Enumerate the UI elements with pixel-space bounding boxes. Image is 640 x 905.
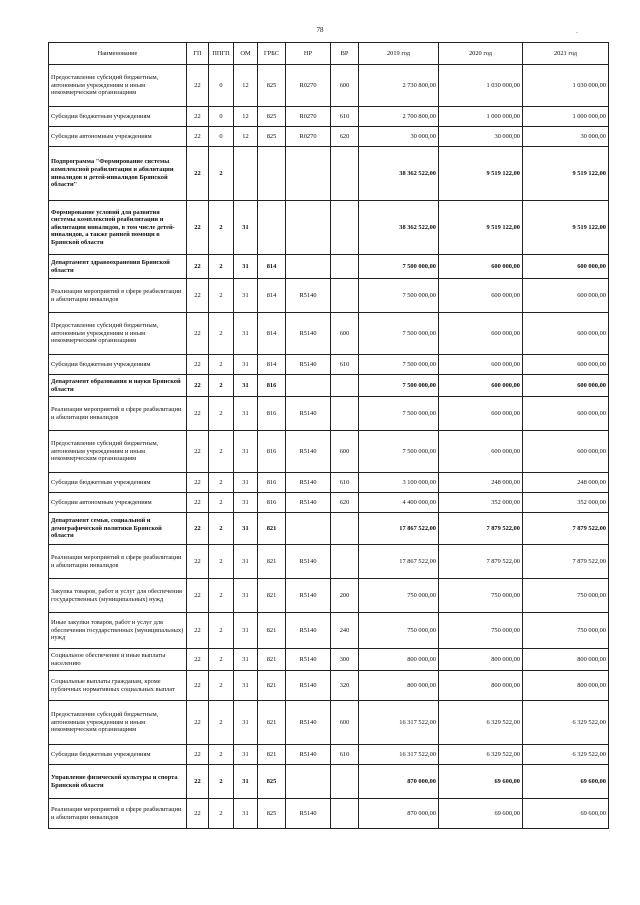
table-cell-2019: 800 000,00	[359, 649, 439, 671]
table-cell-gp: 22	[187, 493, 209, 513]
table-cell-name: Реализация мероприятий в сфере реабилитации и абилитации инвалидов	[49, 545, 187, 579]
table-cell-grbs: 821	[258, 701, 286, 745]
table-cell-om: 12	[234, 127, 258, 147]
table-cell-grbs: 821	[258, 649, 286, 671]
table-cell-name: Субсидии автономным учреждениям	[49, 127, 187, 147]
table-cell-2019: 7 500 000,00	[359, 397, 439, 431]
table-cell-2020: 69 600,00	[439, 799, 523, 829]
table-cell-ppgp: 2	[209, 613, 234, 649]
table-cell-np: R5140	[286, 701, 331, 745]
table-cell-2019: 7 500 000,00	[359, 255, 439, 279]
table-cell-vr: 620	[331, 493, 359, 513]
table-cell-gp: 22	[187, 279, 209, 313]
table-cell-2021: 352 000,00	[523, 493, 609, 513]
table-cell-2019: 17 867 522,00	[359, 545, 439, 579]
table-cell-ppgp: 2	[209, 671, 234, 701]
table-cell-2019: 870 000,00	[359, 765, 439, 799]
table-cell-np: R0270	[286, 127, 331, 147]
table-cell-grbs: 825	[258, 127, 286, 147]
table-cell-2019: 800 000,00	[359, 671, 439, 701]
table-cell-grbs: 814	[258, 313, 286, 355]
table-cell-2020: 6 329 522,00	[439, 701, 523, 745]
table-row	[49, 65, 609, 107]
table-cell-np: R5140	[286, 355, 331, 375]
table-row	[49, 313, 609, 355]
table-cell-ppgp: 2	[209, 493, 234, 513]
table-cell-name: Департамент семьи, социальной и демографической политики Брянской области	[49, 513, 187, 545]
table-cell-vr	[331, 255, 359, 279]
table-cell-ppgp: 2	[209, 431, 234, 473]
table-cell-grbs: 814	[258, 255, 286, 279]
table-cell-np	[286, 375, 331, 397]
table-cell-vr	[331, 545, 359, 579]
table-cell-vr	[331, 513, 359, 545]
table-cell-name: Предоставление субсидий бюджетным, автономным учреждениям и иным некоммерческим организациям	[49, 431, 187, 473]
table-cell-np: R0270	[286, 107, 331, 127]
table-cell-2021: 750 000,00	[523, 579, 609, 613]
table-cell-2021: 600 000,00	[523, 313, 609, 355]
table-cell-ppgp: 2	[209, 649, 234, 671]
table-cell-name: Департамент здравоохранения Брянской области	[49, 255, 187, 279]
table-cell-2021: 1 030 000,00	[523, 65, 609, 107]
table-cell-2021: 800 000,00	[523, 649, 609, 671]
table-cell-gp: 22	[187, 545, 209, 579]
table-cell-np	[286, 201, 331, 255]
table-row	[49, 671, 609, 701]
header-2021: 2021 год	[523, 43, 609, 65]
table-cell-np: R5140	[286, 545, 331, 579]
table-cell-gp: 22	[187, 147, 209, 201]
table-row	[49, 355, 609, 375]
table-cell-2021: 30 000,00	[523, 127, 609, 147]
table-cell-name: Реализация мероприятий в сфере реабилитации и абилитации инвалидов	[49, 279, 187, 313]
table-cell-om: 31	[234, 255, 258, 279]
header-gp: ГП	[187, 43, 209, 65]
table-cell-2019: 16 317 522,00	[359, 701, 439, 745]
table-cell-om: 31	[234, 671, 258, 701]
table-cell-np: R5140	[286, 397, 331, 431]
table-cell-ppgp: 2	[209, 375, 234, 397]
header-grbs: ГРБС	[258, 43, 286, 65]
table-cell-2021: 9 519 122,00	[523, 201, 609, 255]
table-cell-om: 31	[234, 493, 258, 513]
table-cell-vr: 600	[331, 701, 359, 745]
table-cell-np: R5140	[286, 431, 331, 473]
table-cell-gp: 22	[187, 107, 209, 127]
table-cell-grbs: 816	[258, 397, 286, 431]
table-cell-2019: 17 867 522,00	[359, 513, 439, 545]
header-np: НР	[286, 43, 331, 65]
table-cell-np	[286, 147, 331, 201]
table-cell-2019: 16 317 522,00	[359, 745, 439, 765]
table-cell-om: 31	[234, 649, 258, 671]
table-cell-np	[286, 513, 331, 545]
table-cell-grbs: 816	[258, 431, 286, 473]
table-cell-ppgp: 2	[209, 513, 234, 545]
table-cell-gp: 22	[187, 613, 209, 649]
table-cell-name: Субсидии автономным учреждениям	[49, 493, 187, 513]
table-cell-2021: 248 000,00	[523, 473, 609, 493]
table-cell-om: 31	[234, 765, 258, 799]
table-cell-vr	[331, 375, 359, 397]
table-cell-gp: 22	[187, 313, 209, 355]
table-cell-2020: 800 000,00	[439, 671, 523, 701]
table-cell-2021: 600 000,00	[523, 375, 609, 397]
table-cell-grbs: 816	[258, 375, 286, 397]
table-cell-ppgp: 2	[209, 355, 234, 375]
table-row	[49, 147, 609, 201]
table-cell-vr: 620	[331, 127, 359, 147]
table-cell-vr	[331, 765, 359, 799]
table-row	[49, 127, 609, 147]
table-cell-vr	[331, 147, 359, 201]
table-cell-vr: 610	[331, 107, 359, 127]
table-cell-2020: 600 000,00	[439, 397, 523, 431]
table-cell-np: R5140	[286, 493, 331, 513]
table-cell-2020: 750 000,00	[439, 579, 523, 613]
table-cell-name: Предоставление субсидий бюджетным, автономным учреждениям и иным некоммерческим организациям	[49, 313, 187, 355]
table-cell-ppgp: 2	[209, 701, 234, 745]
table-cell-np: R5140	[286, 579, 331, 613]
header-2020: 2020 год	[439, 43, 523, 65]
table-cell-ppgp: 2	[209, 201, 234, 255]
table-cell-2019: 30 000,00	[359, 127, 439, 147]
table-cell-vr	[331, 279, 359, 313]
table-cell-om: 31	[234, 355, 258, 375]
header-om: ОМ	[234, 43, 258, 65]
table-cell-name: Департамент образования и науки Брянской области	[49, 375, 187, 397]
table-cell-vr: 600	[331, 65, 359, 107]
table-cell-name: Управление физической культуры и спорта Брянской области	[49, 765, 187, 799]
table-cell-om: 31	[234, 745, 258, 765]
table-cell-name: Субсидии бюджетным учреждениям	[49, 107, 187, 127]
table-cell-om: 31	[234, 513, 258, 545]
table-cell-2020: 352 000,00	[439, 493, 523, 513]
table-cell-ppgp: 0	[209, 107, 234, 127]
table-cell-np	[286, 765, 331, 799]
table-cell-2021: 7 879 522,00	[523, 513, 609, 545]
table-cell-2019: 2 700 800,00	[359, 107, 439, 127]
table-cell-2020: 9 519 122,00	[439, 201, 523, 255]
table-cell-np: R5140	[286, 649, 331, 671]
table-cell-om: 31	[234, 701, 258, 745]
table-cell-gp: 22	[187, 127, 209, 147]
table-row	[49, 431, 609, 473]
table-cell-om: 12	[234, 107, 258, 127]
table-cell-ppgp: 2	[209, 473, 234, 493]
table-row	[49, 613, 609, 649]
table-cell-2020: 7 879 522,00	[439, 513, 523, 545]
table-row	[49, 701, 609, 745]
table-cell-grbs: 825	[258, 65, 286, 107]
table-cell-gp: 22	[187, 513, 209, 545]
table-cell-gp: 22	[187, 799, 209, 829]
table-cell-2020: 600 000,00	[439, 355, 523, 375]
table-cell-grbs: 814	[258, 355, 286, 375]
table-cell-vr	[331, 397, 359, 431]
table-cell-np: R5140	[286, 745, 331, 765]
table-cell-2019: 38 362 522,00	[359, 147, 439, 201]
table-cell-2020: 7 879 522,00	[439, 545, 523, 579]
table-cell-name: Закупка товаров, работ и услуг для обеспечения государственных (муниципальных) нужд	[49, 579, 187, 613]
table-cell-2019: 870 000,00	[359, 799, 439, 829]
table-cell-2019: 38 362 522,00	[359, 201, 439, 255]
table-cell-ppgp: 0	[209, 127, 234, 147]
table-cell-2021: 7 879 522,00	[523, 545, 609, 579]
table-cell-vr: 320	[331, 671, 359, 701]
table-cell-2021: 600 000,00	[523, 255, 609, 279]
table-cell-2020: 600 000,00	[439, 375, 523, 397]
table-row	[49, 799, 609, 829]
corner-mark: -	[576, 30, 578, 36]
table-cell-ppgp: 2	[209, 255, 234, 279]
table-row	[49, 279, 609, 313]
table-row	[49, 649, 609, 671]
table-cell-2019: 3 100 000,00	[359, 473, 439, 493]
table-cell-grbs: 821	[258, 513, 286, 545]
budget-table	[48, 42, 609, 829]
table-cell-2021: 6 329 522,00	[523, 701, 609, 745]
table-cell-name: Социальное обеспечение и иные выплаты населению	[49, 649, 187, 671]
table-cell-gp: 22	[187, 355, 209, 375]
table-cell-om: 31	[234, 279, 258, 313]
table-cell-name: Субсидии бюджетным учреждениям	[49, 473, 187, 493]
table-cell-2020: 9 519 122,00	[439, 147, 523, 201]
table-cell-name: Формирование условий для развития системы комплексной реабилитации и абилитации инвалидов, в том числе детей-инвалидов, а также ранней помощи в Брянской области	[49, 201, 187, 255]
table-row	[49, 255, 609, 279]
table-cell-2019: 750 000,00	[359, 579, 439, 613]
table-row	[49, 745, 609, 765]
table-cell-gp: 22	[187, 255, 209, 279]
table-cell-om: 12	[234, 65, 258, 107]
table-cell-grbs: 816	[258, 493, 286, 513]
table-row	[49, 579, 609, 613]
table-cell-vr: 240	[331, 613, 359, 649]
table-cell-gp: 22	[187, 397, 209, 431]
table-cell-2020: 600 000,00	[439, 255, 523, 279]
table-cell-2021: 750 000,00	[523, 613, 609, 649]
table-cell-vr	[331, 799, 359, 829]
table-cell-grbs: 825	[258, 107, 286, 127]
table-cell-om: 31	[234, 579, 258, 613]
table-cell-2020: 6 329 522,00	[439, 745, 523, 765]
table-cell-om: 31	[234, 431, 258, 473]
table-cell-ppgp: 2	[209, 397, 234, 431]
table-cell-vr: 300	[331, 649, 359, 671]
table-cell-2020: 30 000,00	[439, 127, 523, 147]
table-cell-name: Предоставление субсидий бюджетным, автономным учреждениям и иным некоммерческим организациям	[49, 65, 187, 107]
table-cell-ppgp: 2	[209, 579, 234, 613]
table-row	[49, 513, 609, 545]
table-cell-grbs: 816	[258, 473, 286, 493]
table-cell-2021: 6 329 522,00	[523, 745, 609, 765]
table-cell-2019: 750 000,00	[359, 613, 439, 649]
table-cell-ppgp: 2	[209, 745, 234, 765]
table-cell-om: 31	[234, 313, 258, 355]
table-cell-ppgp: 2	[209, 279, 234, 313]
table-cell-gp: 22	[187, 65, 209, 107]
table-cell-grbs: 825	[258, 799, 286, 829]
table-cell-np: R5140	[286, 613, 331, 649]
table-cell-2021: 69 600,00	[523, 765, 609, 799]
table-row	[49, 493, 609, 513]
table-cell-gp: 22	[187, 649, 209, 671]
table-cell-ppgp: 2	[209, 799, 234, 829]
table-cell-2019: 7 500 000,00	[359, 355, 439, 375]
table-cell-2020: 600 000,00	[439, 313, 523, 355]
table-cell-np: R5140	[286, 671, 331, 701]
table-cell-grbs: 821	[258, 671, 286, 701]
table-cell-om: 31	[234, 613, 258, 649]
table-cell-name: Предоставление субсидий бюджетным, автономным учреждениям и иным некоммерческим организациям	[49, 701, 187, 745]
table-cell-2020: 600 000,00	[439, 431, 523, 473]
table-cell-name: Субсидии бюджетным учреждениям	[49, 355, 187, 375]
table-cell-ppgp: 2	[209, 313, 234, 355]
table-cell-grbs	[258, 147, 286, 201]
table-cell-gp: 22	[187, 473, 209, 493]
header-name: Наименование	[49, 43, 187, 65]
table-row	[49, 397, 609, 431]
table-cell-name: Иные закупки товаров, работ и услуг для обеспечения государственных (муниципальных) нужд	[49, 613, 187, 649]
table-cell-2020: 248 000,00	[439, 473, 523, 493]
table-row	[49, 107, 609, 127]
table-cell-name: Социальные выплаты гражданам, кроме публичных нормативных социальных выплат	[49, 671, 187, 701]
table-cell-om: 31	[234, 375, 258, 397]
table-body	[49, 65, 609, 829]
table-cell-ppgp: 0	[209, 65, 234, 107]
table-cell-2019: 7 500 000,00	[359, 279, 439, 313]
table-cell-2021: 69 600,00	[523, 799, 609, 829]
table-cell-vr: 610	[331, 473, 359, 493]
table-cell-2020: 750 000,00	[439, 613, 523, 649]
table-cell-2019: 4 400 000,00	[359, 493, 439, 513]
table-cell-vr: 610	[331, 355, 359, 375]
table-cell-grbs: 821	[258, 745, 286, 765]
table-cell-np: R5140	[286, 799, 331, 829]
table-cell-grbs: 825	[258, 765, 286, 799]
table-cell-gp: 22	[187, 765, 209, 799]
table-cell-grbs: 821	[258, 613, 286, 649]
table-cell-2021: 600 000,00	[523, 397, 609, 431]
header-vr: ВР	[331, 43, 359, 65]
table-cell-gp: 22	[187, 579, 209, 613]
table-cell-name: Субсидии бюджетным учреждениям	[49, 745, 187, 765]
table-cell-ppgp: 2	[209, 545, 234, 579]
table-cell-2021: 800 000,00	[523, 671, 609, 701]
table-cell-vr: 600	[331, 313, 359, 355]
table-cell-2019: 7 500 000,00	[359, 431, 439, 473]
table-cell-om: 31	[234, 799, 258, 829]
table-cell-2021: 1 000 000,00	[523, 107, 609, 127]
table-cell-2021: 600 000,00	[523, 355, 609, 375]
table-cell-grbs: 814	[258, 279, 286, 313]
table-cell-np: R5140	[286, 279, 331, 313]
table-cell-grbs: 821	[258, 579, 286, 613]
table-cell-np: R0270	[286, 65, 331, 107]
table-cell-2020: 1 000 000,00	[439, 107, 523, 127]
table-cell-2021: 600 000,00	[523, 431, 609, 473]
table-cell-om: 31	[234, 473, 258, 493]
table-cell-np: R5140	[286, 313, 331, 355]
table-cell-vr: 600	[331, 431, 359, 473]
table-cell-vr: 200	[331, 579, 359, 613]
table-cell-2021: 600 000,00	[523, 279, 609, 313]
table-cell-2019: 7 500 000,00	[359, 375, 439, 397]
table-cell-gp: 22	[187, 701, 209, 745]
table-cell-gp: 22	[187, 375, 209, 397]
table-cell-2020: 69 600,00	[439, 765, 523, 799]
table-cell-2019: 2 730 800,00	[359, 65, 439, 107]
table-row	[49, 473, 609, 493]
table-row	[49, 375, 609, 397]
table-cell-om: 31	[234, 397, 258, 431]
table-header-row	[49, 43, 609, 65]
table-cell-om: 31	[234, 201, 258, 255]
header-ppgp: ППГП	[209, 43, 234, 65]
table-cell-gp: 22	[187, 201, 209, 255]
table-cell-gp: 22	[187, 671, 209, 701]
table-cell-np: R5140	[286, 473, 331, 493]
table-cell-grbs: 821	[258, 545, 286, 579]
table-cell-2020: 600 000,00	[439, 279, 523, 313]
table-row	[49, 201, 609, 255]
table-cell-2021: 9 519 122,00	[523, 147, 609, 201]
header-2019: 2019 год	[359, 43, 439, 65]
table-cell-om	[234, 147, 258, 201]
table-cell-2020: 1 030 000,00	[439, 65, 523, 107]
table-cell-grbs	[258, 201, 286, 255]
table-cell-ppgp: 2	[209, 765, 234, 799]
table-cell-vr: 610	[331, 745, 359, 765]
table-cell-2019: 7 500 000,00	[359, 313, 439, 355]
table-row	[49, 545, 609, 579]
table-cell-name: Подпрограмма "Формирование системы комплексной реабилитации и абилитации инвалидов и детей-инвалидов Брянской области"	[49, 147, 187, 201]
table-cell-np	[286, 255, 331, 279]
table-cell-2020: 800 000,00	[439, 649, 523, 671]
table-cell-gp: 22	[187, 431, 209, 473]
table-cell-om: 31	[234, 545, 258, 579]
table-cell-name: Реализация мероприятий в сфере реабилитации и абилитации инвалидов	[49, 799, 187, 829]
table-cell-name: Реализация мероприятий в сфере реабилитации и абилитации инвалидов	[49, 397, 187, 431]
table-cell-gp: 22	[187, 745, 209, 765]
table-cell-ppgp: 2	[209, 147, 234, 201]
table-cell-vr	[331, 201, 359, 255]
table-row	[49, 765, 609, 799]
page-number: 78	[316, 26, 324, 34]
